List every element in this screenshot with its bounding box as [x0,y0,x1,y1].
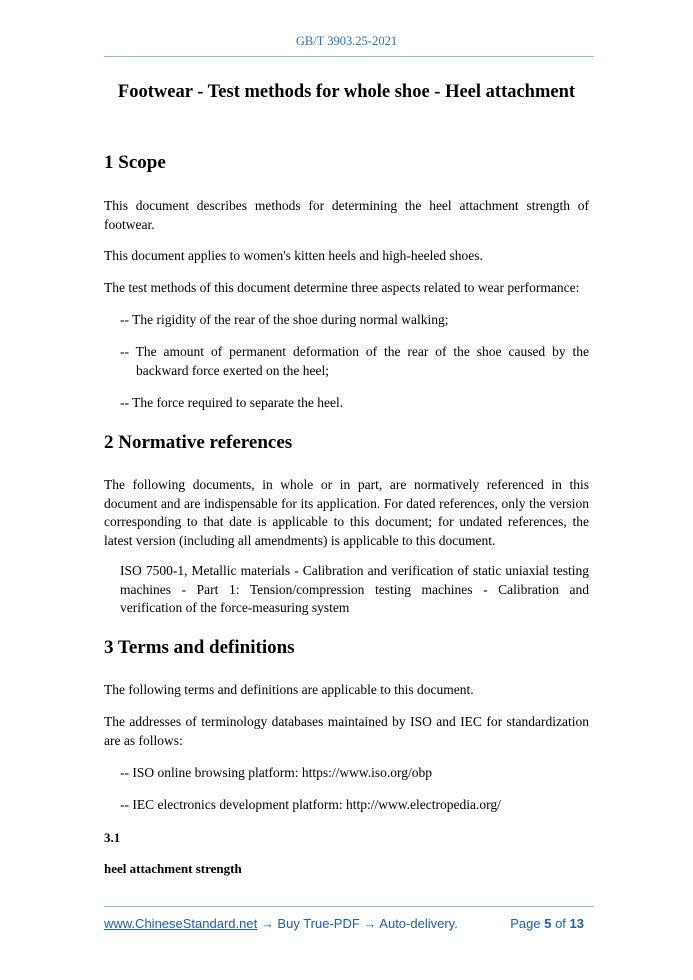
page-of: of [555,916,566,931]
footer-tagline: → Buy True-PDF → Auto-delivery. [257,916,458,931]
page-total: 13 [569,916,584,931]
header-standard-code: GB/T 3903.25-2021 [295,34,398,48]
page-current: 5 [544,916,552,931]
terms-bullet-iec-platform: -- IEC electronics development platform: http://www.electropedia.org/ [120,797,501,812]
footer-divider [104,906,594,907]
normative-reference-iso-7500-1: ISO 7500-1, Metallic materials - Calibration and verification of static uniaxial testing machines - Part 1: Tension/compression testing machines - Calibration and verification of the force-measuring system [120,563,589,615]
scope-paragraph-3: The test methods of this document determine three aspects related to wear performance: [104,280,580,295]
footer [104,916,584,931]
footer-site-link[interactable]: www.ChineseStandard.net [104,916,258,931]
scope-bullet-1: -- The rigidity of the rear of the shoe during normal walking; [120,312,449,327]
scope-paragraph-2: This document applies to women's kitten heels and high-heeled shoes. [104,248,483,263]
section-heading-scope: 1 Scope [104,152,166,173]
document-title: Footwear - Test methods for whole shoe - Heel attachment [117,82,576,102]
section-heading-terms-definitions: 3 Terms and definitions [104,637,295,658]
term-number: 3.1 [104,830,121,845]
scope-bullet-3: -- The force required to separate the heel. [120,395,344,410]
normative-paragraph-1: The following documents, in whole or in part, are normatively referenced in this document and are indispensable for its application. For dated references, only the version corresponding to that date is applicable to this document; for undated references, the latest version (including all amendments) is applicable to this document. [104,477,589,548]
page-label: Page [510,916,541,931]
scope-bullet-2: -- The amount of permanent deformation of the rear of the shoe caused by the backward force exerted on the heel; [120,344,589,378]
scope-paragraph-1: This document describes methods for determining the heel attachment strength of footwear. [104,198,589,232]
terms-paragraph-1: The following terms and definitions are applicable to this document. [104,682,474,697]
section-heading-normative-references: 2 Normative references [104,432,293,453]
header-divider [104,56,594,57]
term-name: heel attachment strength [104,861,242,876]
terms-bullet-iso-platform: -- ISO online browsing platform: https://www.iso.org/obp [120,765,432,780]
page-indicator [510,916,584,931]
terms-paragraph-2: The addresses of terminology databases maintained by ISO and IEC for standardization are as follows: [104,714,589,748]
